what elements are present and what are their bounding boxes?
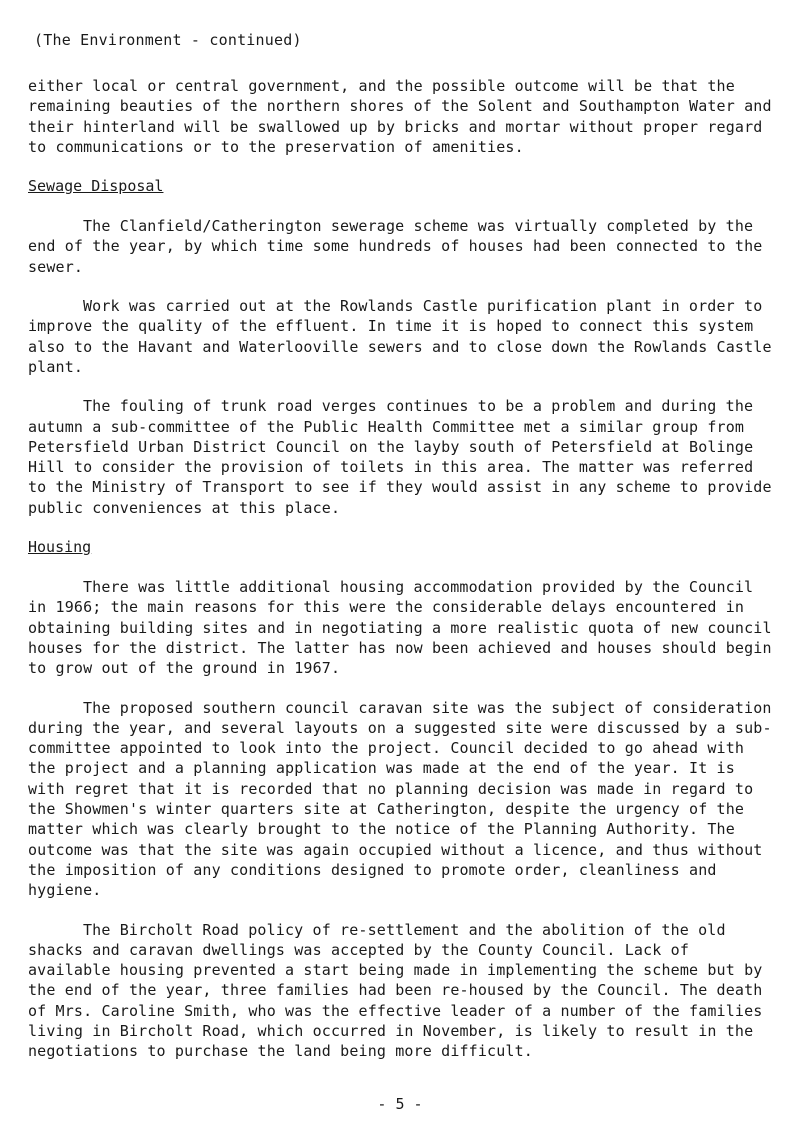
paragraph: The Clanfield/Catherington sewerage scheme was virtually completed by the end of the year, by which time some hundreds of houses had been connected to the sewer.	[28, 217, 763, 276]
paragraph: The fouling of trunk road verges continues to be a problem and during the autumn a sub-committee of the Public Health Committee met a similar group from Petersfield Urban District Council on the layby south of Petersfield at Bolinge Hill to consider the provision of toilets in this area. The matter was referred to the Ministry of Transport to see if they would assist in any scheme to provide public conveniences at this place.	[28, 397, 772, 517]
section-heading: Sewage Disposal	[28, 177, 164, 196]
section-housing	[28, 537, 780, 577]
paragraph: Work was carried out at the Rowlands Castle purification plant in order to improve the quality of the effluent. In time it is hoped to connect this system also to the Havant and Waterlooville sewers and to close down the Rowlands Castle plant.	[28, 297, 772, 376]
running-head: (The Environment - continued)	[34, 31, 302, 49]
section-sewage-disposal	[28, 176, 780, 216]
paragraph: There was little additional housing accommodation provided by the Council in 1966; the main reasons for this were the considerable delays encountered in obtaining building sites and in negotiating a more realistic quota of new council houses for the district. The latter has now been achieved and houses should begin to grow out of the ground in 1967.	[28, 578, 772, 678]
paragraph: The Bircholt Road policy of re-settlement and the abolition of the old shacks and caravan dwellings was accepted by the County Council. Lack of available housing prevented a start being made in implementing the scheme but by the end of the year, three families had been re-housed by the Council. The death of Mrs. Caroline Smith, who was the effective leader of a number of the families living in Bircholt Road, which occurred in November, is likely to result in the negotiations to purchase the land being more difficult.	[28, 920, 763, 1061]
page-number: - 5 -	[377, 1095, 423, 1113]
paragraph: The proposed southern council caravan site was the subject of consideration during the year, and several layouts on a suggested site were discussed by a sub-committee appointed to look into the project. Council decided to go ahead with the project and a planning application was made at the end of the year. It is with regret that it is recorded that no planning decision was made in regard to the Showmen's winter quarters site at Catherington, despite the urgency of the matter which was clearly brought to the notice of the Planning Authority. The outcome was that the site was again occupied without a licence, and thus without the imposition of any conditions designed to promote order, cleanliness and hygiene.	[28, 698, 772, 900]
section-heading: Housing	[28, 538, 92, 557]
document-page	[28, 30, 780, 1081]
intro-paragraph: either local or central government, and the possible outcome will be that the remaining beauties of the northern shores of the Solent and Southampton Water and their hinterland will be swallowed up by bricks and mortar without proper regard to communications or to the preservation of amenities.	[28, 77, 772, 156]
